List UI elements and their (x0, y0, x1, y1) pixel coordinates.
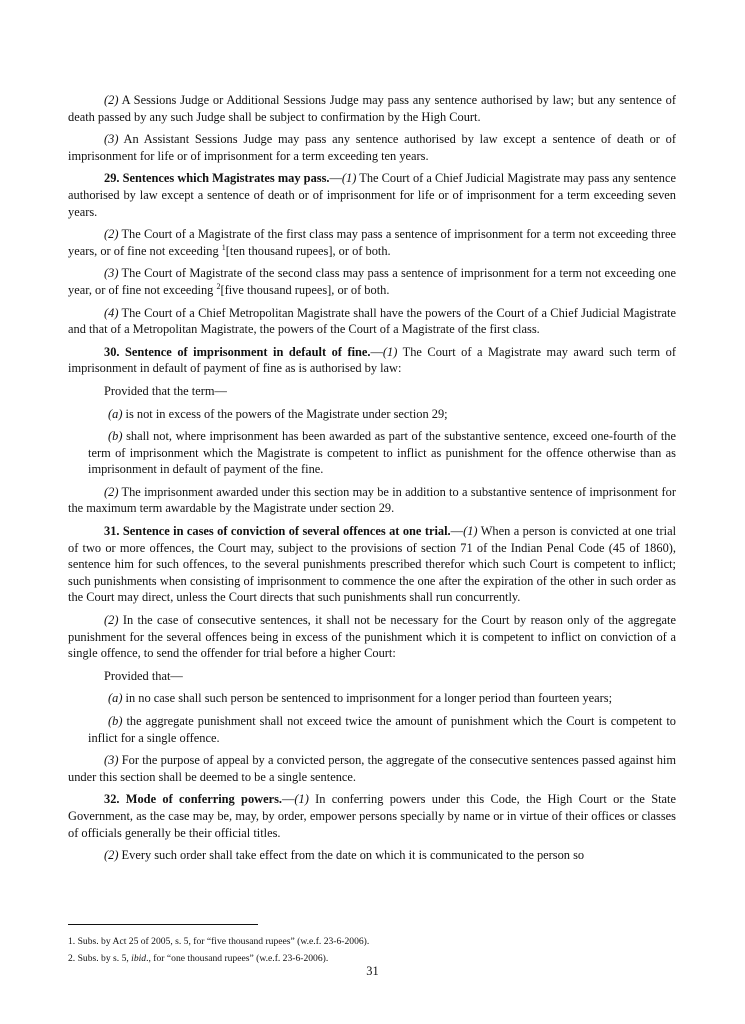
paragraph-text: An Assistant Sessions Judge may pass any sentence authorised by law except a sentence of death or of imprisonment for life or of imprisonment for a term exceeding ten years. (68, 132, 676, 163)
subsection-number: (2) (104, 484, 119, 499)
subsection-number: (3) (104, 132, 119, 147)
paragraph-31-3 (68, 752, 676, 785)
footnote-ibid: ibid (131, 953, 147, 964)
section-29 (68, 170, 676, 220)
clause-letter: (a) (108, 691, 123, 706)
paragraph-text: The Court of a Magistrate of the first class may pass a sentence of imprisonment for a term not exceeding three years, or of fine not exceeding (68, 227, 676, 258)
subsection-number: (3) (104, 753, 119, 768)
section-dash: — (282, 792, 295, 807)
paragraph-32-2 (68, 847, 676, 864)
paragraph-text: The Court of a Chief Metropolitan Magistrate shall have the powers of the Court of a Chief Judicial Magistrate and that of a Metropolitan Magistrate, the powers of the Court of a Magistrate of the first class. (68, 305, 676, 337)
paragraph-text: shall not, where imprisonment has been awarded as part of the substantive sentence, exceed one-fourth of the term of imprisonment which the Magistrate is competent to inflict as punishment for the offence otherwise than as imprisonment in default of payment of the fine. (88, 429, 676, 477)
subsection-number: (2) (104, 848, 119, 863)
paragraph-text: When a person is convicted at one trial of two or more offences, the Court may, subject to the provisions of section 71 of the Indian Penal Code (45 of 1860), sentence him for such offences, to the several punishments prescribed therefor which such Court is competent to inflict; such punishments when consisting of imprisonment to commence the one after the expiration of the other in such order as the Court may direct, unless the Court directs that such punishments shall run concurrently. (68, 524, 677, 605)
paragraph-28-2 (68, 92, 676, 125)
paragraph-29-3 (68, 265, 676, 298)
body-text (68, 92, 676, 870)
paragraph-text: is not in excess of the powers of the Magistrate under section 29; (122, 406, 448, 421)
paragraph-31-2 (68, 612, 676, 662)
page-number: 31 (366, 964, 379, 978)
paragraph-text: The Court of a Magistrate may award such term of imprisonment in default of payment of fine as is authorised by law: (68, 344, 676, 376)
paragraph-text: in no case shall such person be sentenced to imprisonment for a longer period than fourteen years; (122, 691, 613, 706)
paragraph-text: The imprisonment awarded under this section may be in addition to a substantive sentence of imprisonment for the maximum term awardable by the Magistrate under section 29. (68, 484, 676, 516)
section-heading: 30. Sentence of imprisonment in default of fine. (104, 344, 371, 359)
section-32 (68, 791, 676, 841)
paragraph-28-3 (68, 131, 676, 164)
subsection-number: (4) (104, 305, 119, 320)
section-heading: 31. Sentence in cases of conviction of several offences at one trial. (104, 524, 451, 539)
paragraph-text: In conferring powers under this Code, the High Court or the State Government, as the case may be, may, by order, empower persons specially by name or in virtue of their offices or classes of officials generally be their official titles. (68, 792, 676, 840)
paragraph-text: For the purpose of appeal by a convicted person, the aggregate of the consecutive sentences passed against him under this section shall be deemed to be a single sentence. (68, 753, 676, 784)
subsection-number: (2) (104, 613, 119, 628)
subsection-number: (1) (463, 524, 478, 539)
footnote-text: 2. Subs. by s. 5, (68, 953, 132, 964)
clause-30-b (68, 428, 676, 478)
clause-letter: (b) (108, 714, 123, 728)
paragraph-text: Every such order shall take effect from the date on which it is communicated to the person so (118, 848, 585, 863)
footnotes (68, 933, 668, 967)
footnote-1: 1. Subs. by Act 25 of 2005, s. 5, for “five thousand rupees” (w.e.f. 23-6-2006). (68, 936, 370, 947)
paragraph-30-2 (68, 484, 676, 517)
clause-31-a (68, 690, 676, 707)
section-30 (68, 344, 676, 377)
paragraph-29-4 (68, 305, 676, 338)
subsection-number: (3) (104, 266, 119, 281)
proviso-31: Provided that— (104, 668, 183, 683)
subsection-number: (1) (341, 171, 357, 186)
section-31 (68, 523, 676, 606)
paragraph-text: The Court of a Chief Judicial Magistrate may pass any sentence authorised by law except a sentence of death or of imprisonment for life or of imprisonment for a term exceeding seven years. (68, 171, 676, 219)
section-heading: 29. Sentences which Magistrates may pass. (104, 171, 330, 186)
section-heading: 32. Mode of conferring powers. (104, 792, 283, 807)
clause-letter: (b) (108, 429, 123, 444)
paragraph-text: [ten thousand rupees], or of both. (225, 243, 391, 258)
paragraph-29-2 (68, 226, 676, 259)
subsection-number: (1) (294, 792, 309, 807)
paragraph-text: In the case of consecutive sentences, it shall not be necessary for the Court by reason only of the aggregate punishment for the several offences being in excess of the punishment which it is competent to inflict on conviction of a single offence, to send the offender for trial before a higher Court: (68, 613, 676, 661)
footnote-text: ., for “one thousand rupees” (w.e.f. 23-6-2006). (146, 953, 329, 964)
section-dash: — (450, 524, 464, 539)
paragraph-text: [five thousand rupees], or of both. (220, 282, 390, 297)
subsection-number: (2) (104, 93, 119, 107)
section-dash: — (370, 344, 383, 359)
footnote-ref: 1 (221, 242, 226, 252)
paragraph-text: The Court of Magistrate of the second class may pass a sentence of imprisonment for a term not exceeding one year, or of fine not exceeding (68, 266, 676, 297)
clause-30-a (68, 406, 676, 423)
clause-31-b (68, 713, 676, 746)
section-dash: — (329, 171, 342, 186)
proviso-30: Provided that the term— (104, 383, 227, 398)
paragraph-text: A Sessions Judge or Additional Sessions Judge may pass any sentence authorised by law; but any sentence of death passed by any such Judge shall be subject to confirmation by the High Court. (68, 93, 676, 124)
subsection-number: (2) (104, 227, 119, 242)
footnote-ref: 2 (216, 281, 221, 291)
footnote-divider (68, 924, 258, 925)
paragraph-text: the aggregate punishment shall not exceed twice the amount of punishment which the Court is competent to inflict for a single offence. (88, 714, 676, 745)
clause-letter: (a) (108, 406, 123, 421)
subsection-number: (1) (382, 344, 398, 359)
